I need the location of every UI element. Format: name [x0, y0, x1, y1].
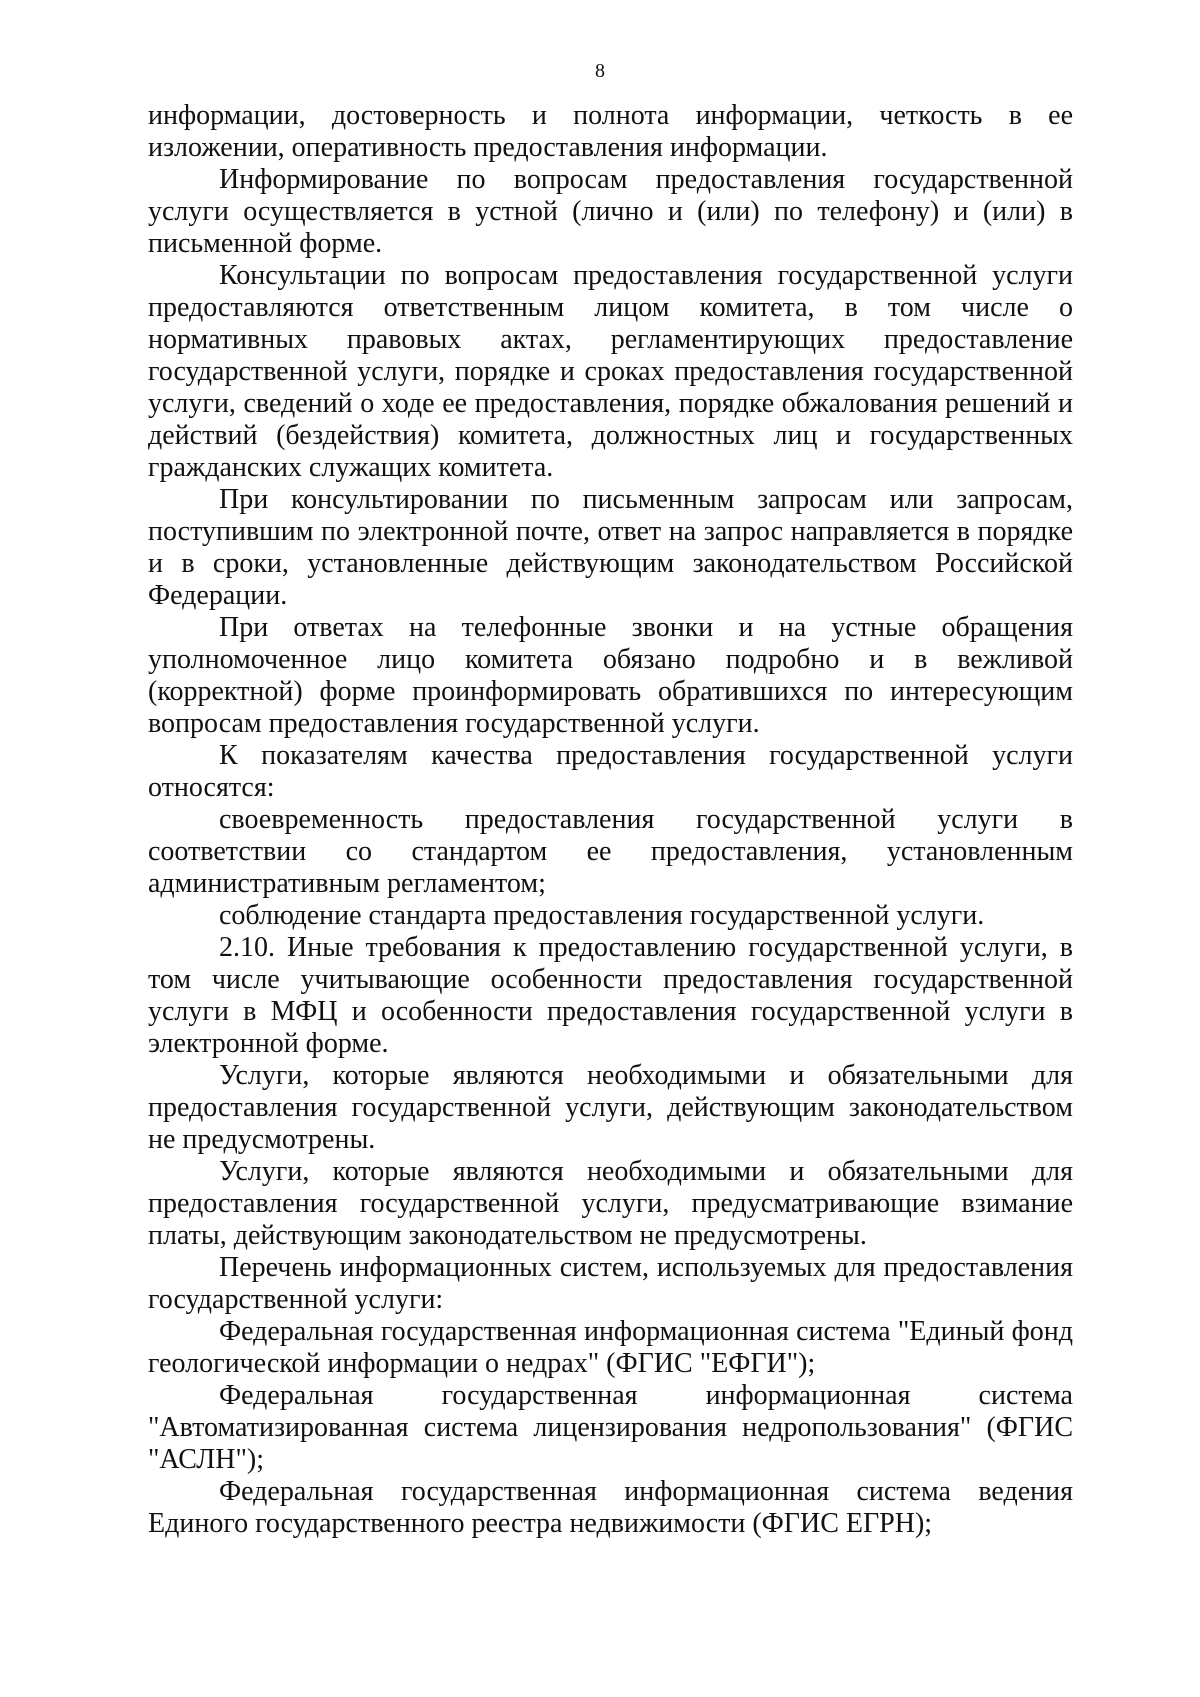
paragraph: Консультации по вопросам предоставления государственной услуги предоставляются ответственным лицом комитета, в том числе о нормативных правовых актах, регламентирующих предоставление государственной услуги, порядке и сроках предоставления государственной услуги, сведений о ходе ее предоставления, порядке обжалования решений и действий (бездействия) комитета, должностных лиц и государственных гражданских служащих комитета.	[148, 260, 1073, 483]
paragraph: К показателям качества предоставления государственной услуги относятся:	[148, 740, 1073, 803]
paragraph: соблюдение стандарта предоставления государственной услуги.	[219, 900, 985, 931]
paragraph: информации, достоверность и полнота информации, четкость в ее изложении, оперативность предоставления информации.	[148, 100, 1073, 163]
page-number: 8	[595, 60, 605, 82]
paragraph: Федеральная государственная информационная система "Автоматизированная система лицензирования недропользования" (ФГИС "АСЛН");	[148, 1380, 1073, 1475]
paragraph: своевременность предоставления государственной услуги в соответствии со стандартом ее предоставления, установленным административным регламентом;	[148, 804, 1073, 899]
paragraph: При ответах на телефонные звонки и на устные обращения уполномоченное лицо комитета обязано подробно и в вежливой (корректной) форме проинформировать обратившихся по интересующим вопросам предоставления государственной услуги.	[148, 612, 1073, 739]
document-body	[148, 100, 1073, 1540]
paragraph: Информирование по вопросам предоставления государственной услуги осуществляется в устной (лично и (или) по телефону) и (или) в письменной форме.	[148, 164, 1073, 259]
paragraph: Услуги, которые являются необходимыми и обязательными для предоставления государственной услуги, предусматривающие взимание платы, действующим законодательством не предусмотрены.	[148, 1156, 1073, 1251]
section-heading-2-10: 2.10. Иные требования к предоставлению государственной услуги, в том числе учитывающие особенности предоставления государственной услуги в МФЦ и особенности предоставления государственной услуги в электронной форме.	[148, 932, 1073, 1059]
paragraph: Федеральная государственная информационная система ведения Единого государственного реестра недвижимости (ФГИС ЕГРН);	[148, 1476, 1073, 1539]
paragraph: При консультировании по письменным запросам или запросам, поступившим по электронной почте, ответ на запрос направляется в порядке и в сроки, установленные действующим законодательством Российской Федерации.	[148, 484, 1073, 611]
paragraph: Перечень информационных систем, используемых для предоставления государственной услуги:	[148, 1252, 1073, 1315]
paragraph: Федеральная государственная информационная система "Единый фонд геологической информации о недрах" (ФГИС "ЕФГИ");	[148, 1316, 1073, 1379]
paragraph: Услуги, которые являются необходимыми и обязательными для предоставления государственной услуги, действующим законодательством не предусмотрены.	[148, 1060, 1073, 1155]
